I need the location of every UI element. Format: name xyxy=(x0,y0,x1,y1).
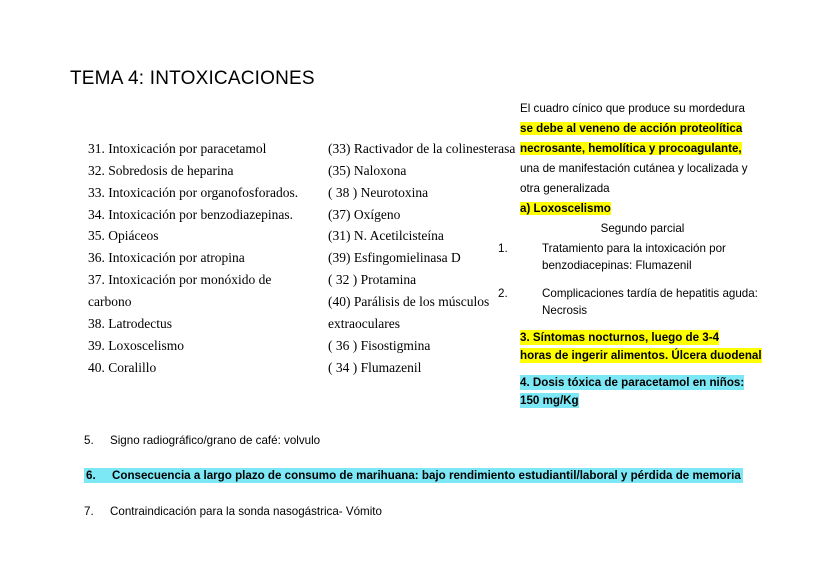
matching-list-left xyxy=(88,138,313,378)
list-item: 38. Latrodectus xyxy=(88,315,172,331)
list-item: ( 36 ) Fisostigmina xyxy=(328,337,431,353)
bottom-numbered-list xyxy=(84,432,764,538)
item-text: Tratamiento para la intoxicación por benzodiacepinas: Flumazenil xyxy=(542,241,726,273)
page-title: TEMA 4: INTOXICACIONES xyxy=(70,68,315,89)
matching-list-middle xyxy=(328,138,523,378)
list-item xyxy=(84,432,764,449)
list-item: ( 38 ) Neurotoxina xyxy=(328,184,429,200)
right-notes-column xyxy=(498,100,765,419)
list-item-highlighted xyxy=(84,467,764,484)
tail-line-1: una de manifestación cutánea y localizada y xyxy=(520,161,748,175)
highlighted-text-1: se debe al veneno de acción proteolítica xyxy=(520,121,743,135)
section-heading: Segundo parcial xyxy=(600,221,685,235)
list-item: (31) N. Acetilcisteína xyxy=(328,228,444,244)
item-text: Consecuencia a largo plazo de consumo de marihuana: bajo rendimiento estudiantil/laboral y pérdida de memoria xyxy=(112,469,741,483)
item-text: Complicaciones tardía de hepatitis aguda: Necrosis xyxy=(542,286,758,317)
item-number: 6. xyxy=(86,469,96,483)
list-item: 33. Intoxicación por organofosforados. xyxy=(88,184,299,200)
list-item: (35) Naloxona xyxy=(328,162,407,178)
list-item: 34. Intoxicación por benzodiazepinas. xyxy=(88,206,294,222)
item-number: 7. xyxy=(84,504,94,518)
item-number: 2. xyxy=(498,286,508,300)
tail-line-2: otra generalizada xyxy=(520,181,610,195)
numbered-item xyxy=(498,240,765,275)
list-item: ( 34 ) Flumazenil xyxy=(328,359,422,375)
item-text: Signo radiográfico/grano de café: volvulo xyxy=(110,434,321,447)
highlighted-text-2: necrosante, hemolítica y procoagulante, xyxy=(520,141,742,155)
list-item: 32. Sobredosis de heparina xyxy=(88,162,234,178)
list-item: (39) Esfingomielinasa D xyxy=(328,250,461,266)
list-item: 36. Intoxicación por atropina xyxy=(88,250,245,266)
list-item: (33) Ractivador de la colinesterasa xyxy=(328,141,516,156)
numbered-item-highlighted xyxy=(520,374,765,409)
numbered-item xyxy=(498,285,765,320)
item-number: 5. xyxy=(84,434,94,447)
list-item xyxy=(84,503,764,520)
list-item: 37. Intoxicación por monóxido de carbono xyxy=(88,272,275,310)
item-text: Contraindicación para la sonda nasogástrica- Vómito xyxy=(110,504,382,518)
list-item: (37) Oxígeno xyxy=(328,206,401,222)
item-line-1: 3. Síntomas nocturnos, luego de 3-4 xyxy=(520,331,720,345)
numbered-item-highlighted xyxy=(520,329,765,364)
answer-text: a) Loxoscelismo xyxy=(520,201,611,215)
list-item: 35. Opiáceos xyxy=(88,228,159,244)
item-line-2: 150 mg/Kg xyxy=(520,393,579,407)
item-line-2: horas de ingerir alimentos. Úlcera duodenal xyxy=(520,348,762,362)
list-item: 40. Coralillo xyxy=(88,359,157,375)
item-number: 1. xyxy=(498,241,508,255)
list-item: 39. Loxoscelismo xyxy=(88,337,184,353)
list-item: 31. Intoxicación por paracetamol xyxy=(88,141,267,156)
list-item: ( 32 ) Protamina xyxy=(328,272,417,288)
item-line-1: 4. Dosis tóxica de paracetamol en niños: xyxy=(520,376,745,390)
intro-line: El cuadro cínico que produce su mordedura xyxy=(520,102,745,115)
list-item: (40) Parálisis de los músculos extraoculares xyxy=(328,294,493,331)
